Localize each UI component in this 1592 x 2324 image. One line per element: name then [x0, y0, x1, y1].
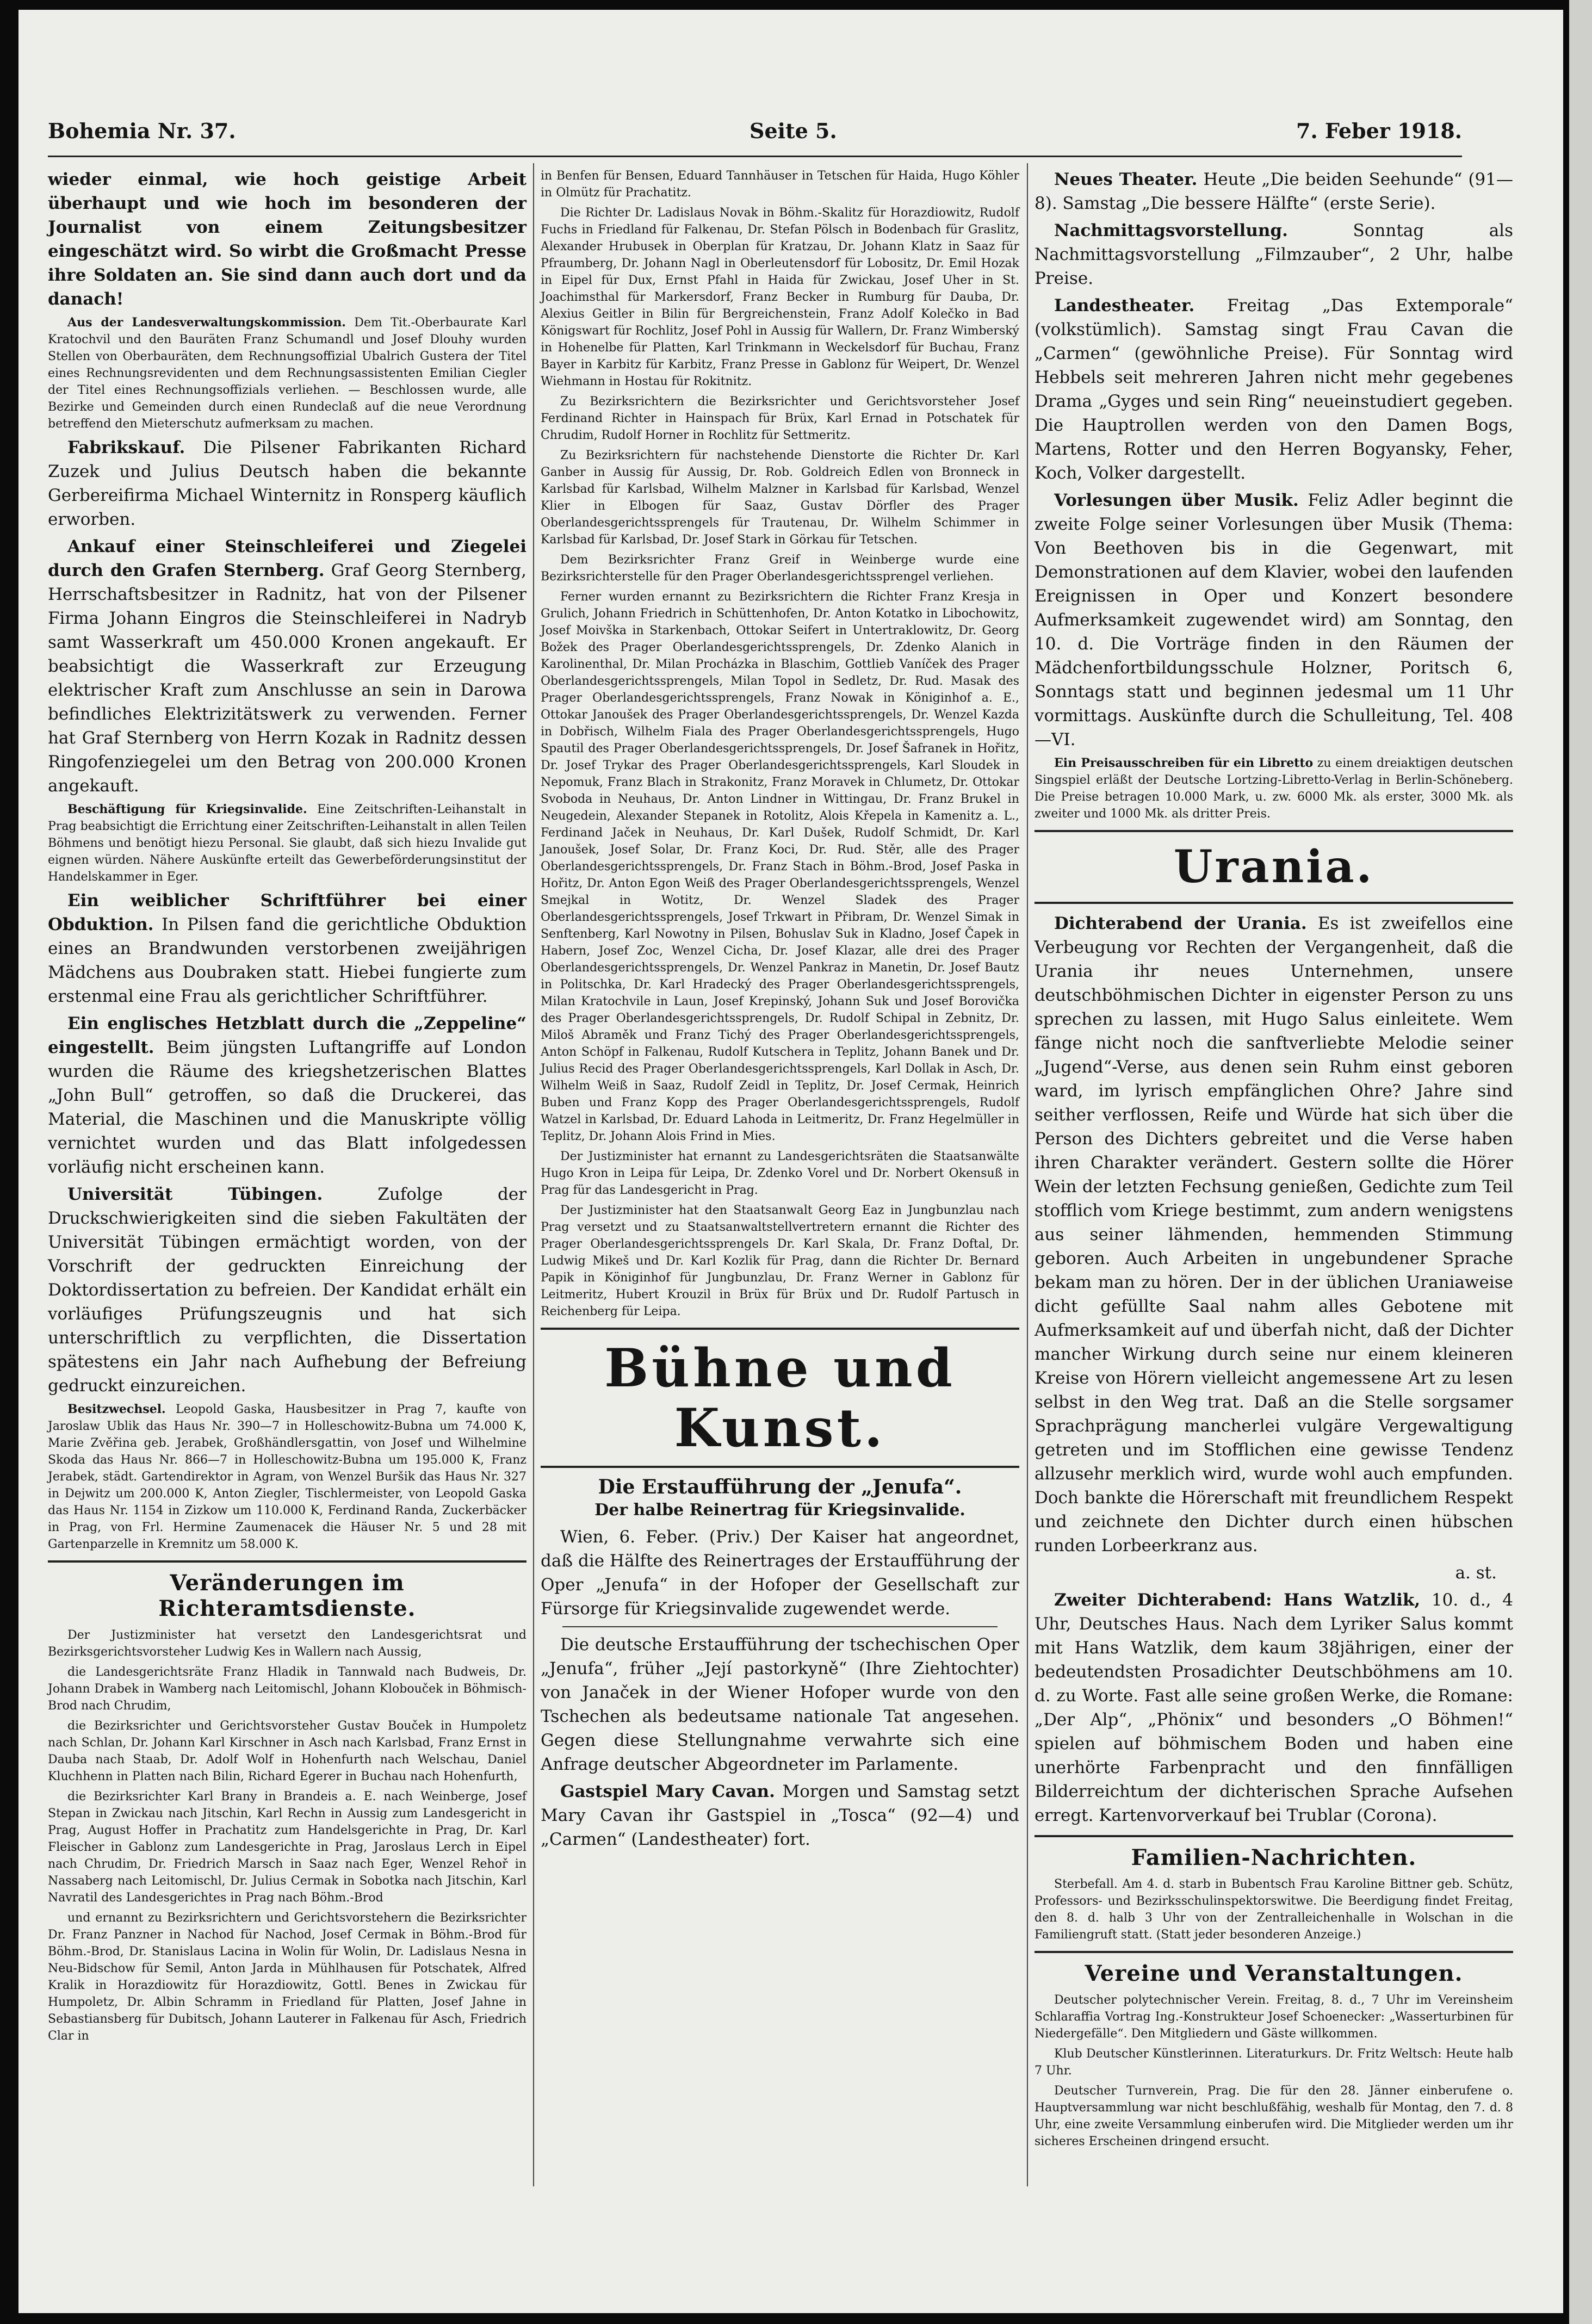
- article-body: 10. d., 4 Uhr, Deutsches Haus. Nach dem Lyriker Salus kommt mit Hans Watzlik, dem kaum 38jährigen, einer der bedeutendsten Prosadichter Deutschböhmens am 10. d. zu Worte. Fast alle seine großen Werke, die Romane: „Der Alp“, „Phönix“ und besonders „O Böhmen!“ spielen auf böhmischem Boden und haben eine unerhörte Farbenpracht und den finnfälligen Bilderreichtum der dichterischen Sprache Aufsehen erregt. Kartenvorverkauf bei Trublar (Corona).: [1035, 1590, 1513, 1825]
- article-body: Die Pilsener Fabrikanten Richard Zuzek und Julius Deutsch haben die bekannte Gerbereifirma Michael Winternitz in Ronsperg käuflich erworben.: [48, 438, 526, 529]
- article-title: Beschäftigung für Kriegsinvalide.: [67, 802, 307, 816]
- article-title: Ein weiblicher Schriftführer bei einer Obduktion.: [48, 891, 526, 934]
- paragraph: Der Justizminister hat versetzt den Landesgerichtsrat und Bezirksgerichtsvorsteher Ludwig Kes in Wallern nach Aussig,: [48, 1628, 526, 1659]
- article-ankauf: [48, 535, 526, 798]
- paragraph: Der Justizminister hat den Staatsanwalt Georg Eaz in Jungbunzlau nach Prag versetzt und zu Staatsanwaltstellvertretern ernannt die Richter des Prager Oberlandesgerichtssprengels Dr. Karl Skala, Dr. Franz Doftal, Dr. Ludwig Mikeš und Dr. Karl Kozlik für Prag, dann die Richter Dr. Bernard Papik in Königinhof für Jungbunzlau, Dr. Franz Werner in Gablonz für Leitmeritz, Hubert Krouzil in Brüx für Brüx und Dr. Rudolf Partusch in Reichenberg für Leipa.: [541, 1204, 1019, 1318]
- article-body: Morgen und Samstag setzt Mary Cavan ihr Gastspiel in „Tosca“ (92—4) und „Carmen“ (Landestheater) fort.: [541, 1782, 1019, 1849]
- paragraph: Die Richter Dr. Ladislaus Novak in Böhm.-Skalitz für Horazdiowitz, Rudolf Fuchs in Friedland für Falkenau, Dr. Stefan Pölsch in Bodenbach für Graslitz, Alexander Hrubusek in Oberplan für Kratzau, Dr. Johann Klatz in Saaz für Pfraumberg, Dr. Johann Nagl in Oberleutensdorf für Lobositz, Dr. Emil Hozak in Eipel für Dux, Ernst Pfahl in Haida für Zwickau, Josef Uher in St. Joachimsthal für Markersdorf, Franz Becker in Rumburg für Dauba, Dr. Alexius Geitler in Bilin für Bergreichenstein, Franz Adolf Kolečko in Bad Königswart für Rochlitz, Josef Pohl in Aussig für Wallern, Dr. Franz Wimberský in Hohenelbe für Platten, Karl Trinkmann in Weckelsdorf für Buchau, Franz Bayer in Karbitz für Karbitz, Franz Presse in Gablonz für Weipert, Dr. Wenzel Wiehmann in Hostau für Rokitnitz.: [541, 206, 1019, 388]
- paragraph: die Landesgerichtsräte Franz Hladik in Tannwald nach Budweis, Dr. Johann Drabek in Wamberg nach Leitomischl, Johann Klobouček in Böhmisch-Brod nach Chrudim,: [48, 1665, 526, 1713]
- paragraph: Deutscher polytechnischer Verein. Freitag, 8. d., 7 Uhr im Vereinsheim Schlaraffia Vortrag Ing.-Konstrukteur Josef Schoenecker: „Wasserturbinen für Niedergefälle“. Den Mitgliedern und Gäste willkommen.: [1035, 1993, 1513, 2041]
- article-body: Leopold Gaska, Hausbesitzer in Prag 7, kaufte von Jaroslaw Ublik das Haus Nr. 390—7 in Holleschowitz-Bubna um 74.000 K, Marie Zvěřina geb. Jerabek, Großhändlersgattin, von Josef und Wilhelmine Skoda das Haus Nr. 866—7 in Holleschowitz-Bubna um 195.000 K, Franz Jerabek, städt. Gartendirektor in Agram, von Wenzel Buršik das Haus Nr. 327 in Dejwitz um 200.000 K, Anton Ziegler, Tischlermeister, von Leopold Gaska das Haus Nr. 1154 in Zizkow um 110.000 K, Ferdinand Randa, Zuckerbäcker in Prag, von Frl. Hermine Zaumenacek die Häuser Nr. 5 und 28 mit Gartenparzelle in Kremnitz um 58.000 K.: [48, 1403, 526, 1551]
- paragraph: in Benfen für Bensen, Eduard Tannhäuser in Tetschen für Haida, Hugo Köhler in Olmütz für Prachatitz.: [541, 169, 1019, 200]
- article-body: Sonntag als Nachmittagsvorstellung „Filmzauber“, 2 Uhr, halbe Preise.: [1035, 221, 1513, 288]
- section-title: Vereine und Veranstaltungen.: [1085, 1961, 1463, 1986]
- article-landesverwaltung: [48, 314, 526, 432]
- article-title: Gastspiel Mary Cavan.: [560, 1782, 775, 1801]
- article-title: Zweiter Dichterabend: Hans Watzlik,: [1054, 1590, 1421, 1610]
- section-rule: [1035, 1835, 1513, 1837]
- article-schriftfuehrer: [48, 889, 526, 1008]
- column-left: [48, 168, 526, 2048]
- article-body: Heute „Die beiden Seehunde“ (91—8). Samstag „Die bessere Hälfte“ (erste Serie).: [1035, 170, 1513, 213]
- article-body: Dem Tit.-Oberbaurate Karl Kratochvil und den Bauräten Franz Schumandl und Josef Dlouhy wurden Stellen von Oberbauräten, dem Rechnungsoffizial Ubalrich Gustera der Titel eines Rechnungsrevidenten und dem Rechnungsassistenten Emilian Ciegler der Titel eines Rechnungsoffizials verliehen. — Beschlossen wurde, alle Bezirke und Gemeinden durch einen Rundeclaß auf die neue Verordnung betreffend den Mieterschutz aufmerksam zu machen.: [48, 316, 526, 431]
- paragraph: Klub Deutscher Künstlerinnen. Literaturkurs. Dr. Fritz Weltsch: Heute halb 7 Uhr.: [1035, 2047, 1513, 2078]
- scan-edge: [1569, 0, 1592, 2324]
- article-title: Ein englisches Hetzblatt durch die „Zeppeline“ eingestellt.: [48, 1014, 526, 1057]
- article-title: Besitzwechsel.: [67, 1402, 166, 1416]
- article-title: Landestheater.: [1054, 296, 1195, 315]
- paragraph: Ferner wurden ernannt zu Bezirksrichtern die Richter Franz Kresja in Grulich, Johann Friedrich in Schüttenhofen, Dr. Anton Kotatko in Libochowitz, Josef Moivška in Starkenbach, Ottokar Seifert in Untertraklowitz, Dr. Georg Božek des Prager Oberlandesgerichtssprengels, Dr. Zdenko Alanich in Karolinenthal, Dr. Milan Procházka in Blaschim, Gottlieb Vaníček des Prager Oberlandesgerichtssprengels, Milan Topol in Sedletz, Dr. Rud. Masak des Prager Oberlandesgerichtssprengels, Franz Nowak in Königinhof a. E., Ottokar Janoušek des Prager Oberlandesgerichtssprengels, Dr. Wenzel Kazda in Dobřisch, Wilhelm Fiala des Prager Oberlandesgerichtssprengels, Hugo Spautil des Prager Oberlandesgerichtssprengels, Dr. Josef Šafranek in Hořitz, Dr. Josef Trykar des Prager Oberlandesgerichtssprengels, Karl Sloudek in Nepomuk, Franz Blach in Strakonitz, Franz Moravek in Chlumetz, Dr. Ottokar Svoboda in Neuhaus, Dr. Anton Lindner in Wittingau, Dr. Franz Brukel in Neugedein, Alexander Stepanek in Rotolitz, Alois Křepela in Kamenitz a. L., Ferdinand Jaček in Neuhaus, Dr. Karl Dušek, Rudolf Schmidt, Dr. Karl Janoušek, Josef Solar, Dr. Franz Koci, Dr. Rud. Stěr, alle des Prager Oberlandesgerichtssprengels, Dr. Franz Stach in Böhm.-Brod, Josef Paska in Hořitz, Dr. Anton Egon Weiß des Prager Oberlandesgerichtssprengels, Wenzel Smejkal in Wotitz, Dr. Wenzel Sladek des Prager Oberlandesgerichtssprengels, Josef Trkwart in Přibram, Dr. Wenzel Simak in Senftenberg, Karl Nowotny in Pilsen, Bohuslav Suk in Kladno, Josef Čapek in Habern, Josef Zoc, Wenzel Cicha, Dr. Josef Klazar, alle drei des Prager Oberlandesgerichtssprengels, Dr. Wenzel Pankraz in Manetin, Dr. Josef Bautz in Politschka, Dr. Karl Hradecký des Prager Oberlandesgerichtssprengels, Milan Kratochvile in Laun, Josef Krepinský, Johann Suk und Josef Borovička des Prager Oberlandesgerichtssprengels, Dr. Rudolf Schipal in Zebnitz, Dr. Miloš Abraměk und Franz Tichý des Prager Oberlandesgerichtssprengels, Anton Schöpf in Falkenau, Rudolf Kutschera in Teplitz, Johann Banek und Dr. Julius Recid des Prager Oberlandesgerichtssprengels, Karl Dollak in Asch, Dr. Wilhelm Weiß in Saaz, Rudolf Zeidl in Teplitz, Dr. Josef Cermak, Heinrich Buben und Franz Kopp des Prager Oberlandesgerichtssprengels, Rudolf Watzel in Karlsbad, Dr. Eduard Lahoda in Leitmeritz, Dr. Franz Hegelmüller in Teplitz, Dr. Johann Alois Frind in Mies.: [541, 590, 1019, 1143]
- section-title: Veränderungen im Richteramtsdienste.: [158, 1570, 416, 1621]
- article-subheadline: Der halbe Reinertrag für Kriegsinvalide.: [594, 1501, 965, 1520]
- paragraph: Deutscher Turnverein, Prag. Die für den 28. Jänner einberufene o. Hauptversammlung war nicht beschlußfähig, weshalb für Montag, den 7. d. 8 Uhr, eine zweite Versammlung einberufen wird. Die Mitglieder werden um ihr sicheres Erscheinen dringend ersucht.: [1035, 2084, 1513, 2148]
- article-body: Feliz Adler beginnt die zweite Folge seiner Vorlesungen über Musik (Thema: Von Beethoven bis in die Gegenwart, mit Demonstrationen auf dem Klavier, wobei den laufenden Ereignissen in Oper und Konzert besondere Aufmerksamkeit zugewendet wird) am Sonntag, den 10. d. Die Vorträge finden in den Räumen der Mädchenfortbildungsschule Holzner, Poritsch 6, Sonntags statt und beginnen jedesmal um 11 Uhr vormittags. Auskünfte durch die Schulleitung, Tel. 408—VI.: [1035, 491, 1513, 749]
- issue-number: Bohemia Nr. 37.: [48, 119, 236, 143]
- paragraph: Wien, 6. Feber. (Priv.) Der Kaiser hat angeordnet, daß die Hälfte des Reinertrages der Erstaufführung der Oper „Jenufa“ in der Hofoper der Gesellschaft zur Fürsorge für Kriegsinvalide zugewendet werde.: [541, 1527, 1019, 1619]
- article-title: Neues Theater.: [1054, 170, 1198, 189]
- article-headline: Die Erstaufführung der „Jenufa“.: [598, 1476, 962, 1498]
- article-title: Ankauf einer Steinschleiferei und Ziegelei durch den Grafen Sternberg.: [48, 537, 526, 580]
- article-body: zu einem dreiaktigen deutschen Singspiel erläßt der Deutsche Lortzing-Libretto-Verlag in Berlin-Schöneberg. Die Preise betragen 10.000 Mark, u. zw. 6000 Mk. als erster, 3000 Mk. als zweiter und 1000 Mk. als dritter Preis.: [1035, 757, 1513, 821]
- paragraph: Zu Bezirksrichtern die Bezirksrichter und Gerichtsvorsteher Josef Ferdinand Richter in Hainspach für Brüx, Karl Ernad in Potschatek für Chrudim, Rudolf Horner in Rochlitz für Settmeritz.: [541, 395, 1019, 442]
- page-header: [48, 119, 1462, 157]
- article-nachmittag: [1035, 219, 1513, 290]
- article-watzlik: [1035, 1588, 1513, 1827]
- article-title: Dichterabend der Urania.: [1054, 914, 1307, 933]
- article-continuation: wieder einmal, wie hoch geistige Arbeit überhaupt und wie hoch im besonderen der Journalist von einem Zeitungsbesitzer eingeschätzt wird. So wirbt die Großmacht Presse ihre Soldaten an. Sie sind dann auch dort und da danach!: [48, 170, 526, 309]
- column-middle: [541, 168, 1019, 1855]
- article-preisausschreiben: [1035, 755, 1513, 822]
- article-body: Zufolge der Druckschwierigkeiten sind die sieben Fakultäten der Universität Tübingen ermächtigt worden, von der Vorschrift der gedruckten Einreichung der Doktordissertation zu befreien. Der Kandidat erhält ein vorläufiges Prüfungszeugnis und hat sich unterschriftlich zu verpflichten, die Dissertation spätestens ein Jahr nach Aufhebung der Befreiung gedruckt einzureichen.: [48, 1185, 526, 1396]
- article-neues-theater: [1035, 168, 1513, 215]
- article-tuebingen: [48, 1182, 526, 1398]
- column-divider: [533, 163, 534, 2186]
- header-rule: [48, 156, 1462, 157]
- paragraph: Zu Bezirksrichtern für nachstehende Dienstorte die Richter Dr. Karl Ganber in Aussig für Aussig, Dr. Rob. Goldreich Edlen von Bronneck in Karlsbad für Karlsbad, Wilhelm Malzner in Karlsbad für Karlsbad, Wenzel Klier in Elbogen für Saaz, Gustav Dörfler des Prager Oberlandesgerichtssprengels für Trautenau, Dr. Wilhelm Schimmer in Karlsbad für Karlsbad, Dr. Josef Stark in Görkau für Tetschen.: [541, 449, 1019, 547]
- paragraph: Die deutsche Erstaufführung der tschechischen Oper „Jenufa“, früher „Její pastorkyně“ (Ihre Ziehtochter) von Janaček in der Wiener Hofoper wurde von den Tschechen als bedeutsame nationale Tat angesehen. Gegen diese Stellungnahme verwahrte sich eine Anfrage deutscher Abgeordneter im Parlamente.: [541, 1635, 1019, 1774]
- article-dichterabend: [1035, 912, 1513, 1558]
- paragraph: die Bezirksrichter und Gerichtsvorsteher Gustav Bouček in Humpoletz nach Schlan, Dr. Johann Karl Kirschner in Asch nach Karlsbad, Franz Ernst in Dauba nach Staab, Dr. Adolf Wolf in Hohenfurth nach Welschau, Daniel Kluchhenn in Platten nach Bilin, Richard Egerer in Buchau nach Hohenfurth,: [48, 1719, 526, 1783]
- article-body: In Pilsen fand die gerichtliche Obduktion eines an Brandwunden verstorbenen zweijährigen Mädchens aus Doubraken statt. Hiebei fungierte zum erstenmal eine Frau als gerichtlicher Schriftführer.: [48, 915, 526, 1006]
- section-rule: [1035, 830, 1513, 832]
- article-fabrikskauf: [48, 436, 526, 531]
- divider: [562, 1626, 998, 1627]
- section-rule: [48, 1560, 526, 1563]
- article-body: Freitag „Das Extemporale“ (volkstümlich). Samstag singt Frau Cavan die „Carmen“ (gewöhnliche Preise). Für Sonntag wird Hebbels seit mehreren Jahren nicht mehr gegebenes Drama „Gyges und sein Ring“ neueinstudiert gegeben. Die Hauptrollen werden von den Damen Bogs, Martens, Rotter und den Herren Bogyansky, Feher, Koch, Volker dargestellt.: [1035, 296, 1513, 483]
- section-rule: [541, 1466, 1019, 1468]
- article-title: Universität Tübingen.: [67, 1185, 323, 1204]
- article-title: Nachmittagsvorstellung.: [1054, 221, 1288, 240]
- paragraph: Sterbefall. Am 4. d. starb in Bubentsch Frau Karoline Bittner geb. Schütz, Professors- und Bezirksschulinspektorswitwe. Die Beerdigung findet Freitag, den 8. d. halb 3 Uhr von der Zentralleichenhalle in Wolschan in die Familiengruft statt. (Statt jeder besonderen Anzeige.): [1035, 1877, 1513, 1942]
- article-hetzblatt: [48, 1012, 526, 1179]
- article-body: Eine Zeitschriften-Leihanstalt in Prag beabsichtigt die Errichtung einer Zeitschriften-Leihanstalt in allen Teilen Böhmens und benötigt hiezu Personal. Sie glaubt, daß sich hiezu Invalide gut eignen würden. Nähere Auskünfte erteilt das Gewerbeförderungsinstitut der Handelskammer in Eger.: [48, 803, 526, 884]
- article-besitzwechsel: [48, 1401, 526, 1553]
- author-signature: a. st.: [1455, 1563, 1497, 1583]
- article-title: Fabrikskauf.: [67, 438, 185, 457]
- column-divider: [1027, 163, 1028, 2186]
- column-right: [1035, 168, 1513, 2153]
- section-title: Urania.: [1173, 841, 1374, 893]
- paragraph: und ernannt zu Bezirksrichtern und Gerichtsvorstehern die Bezirksrichter Dr. Franz Panzner in Nachod für Nachod, Josef Cermak in Böhm.-Brod für Böhm.-Brod, Dr. Stanislaus Lacina in Wolin für Wolin, Dr. Ladislaus Nesna in Neu-Bidschow für Semil, Anton Jarda in Mühlhausen für Potschatek, Alfred Kralik in Horazdiowitz für Horazdiowitz, Gottl. Benes in Zwickau für Humpoletz, Dr. Albin Schramm in Friedland für Platten, Josef Jahne in Sebastiansberg für Dubitsch, Johann Lauterer in Falkenau für Asch, Friedrich Clar in: [48, 1911, 526, 2043]
- section-rule: [1035, 1951, 1513, 1953]
- section-title: Bühne und Kunst.: [604, 1337, 956, 1459]
- newspaper-page: [18, 10, 1563, 2313]
- article-title: Ein Preisausschreiben für ein Libretto: [1054, 756, 1314, 770]
- section-rule: [541, 1328, 1019, 1330]
- article-title: Vorlesungen über Musik.: [1054, 491, 1299, 510]
- article-body: Es ist zweifellos eine Verbeugung vor Rechten der Vergangenheit, daß die Urania ihr neues Unternehmen, unsere deutschböhmischen Dichter in eigenster Person zu uns sprechen zu lassen, mit Hugo Salus einleitete. Wem fänge nicht noch die sanftverliebte Melodie seiner „Jugend“-Verse, aus denen sein Ruhm einst geboren ward, im lyrisch empfänglichen Ohre? Jahre sind seither verflossen, Reife und Würde hat sich über die Person des Dichters gebreitet und die Verse haben ihren Charakter verändert. Gestern sollte die Hörer Wein der letzten Fechsung genießen, Gedichte zum Teil stofflich vom Kriege bestimmt, zum andern wenigstens aus seiner lähmenden, hemmenden Stimmung geboren. Auch Arbeiten in ungebundener Sprache bekam man zu hören. Der in der üblichen Uraniaweise dicht gefüllte Saal nahm alles Gebotene mit Aufmerksamkeit auf und überfah nicht, daß der Dichter mancher Wirkung durch seine nur einem kleineren Kreise von Hörern vielleicht angemessene Art zu lesen selbst in den Weg trat. Daß an die Stelle sorgsamer Sprachprägung mancherlei vulgäre Vergewaltigung getreten und im Stofflichen eine gewisse Tendenz allzusehr merklich wird, wurde wohl auch empfunden. Doch bankte die Hörerschaft mit freundlichem Respekt und zeichnete den Dichter durch einen hübschen runden Lorbeerkranz aus.: [1035, 914, 1513, 1555]
- paragraph: die Bezirksrichter Karl Brany in Brandeis a. E. nach Weinberge, Josef Stepan in Zwickau nach Jitschin, Karl Rechn in Aussig zum Landesgericht in Prag, August Hoffer in Prachatitz zum Handelsgerichte in Prag, Dr. Karl Fleischer in Gablonz zum Landesgerichte in Prag, Jaroslaus Lerch in Eipel nach Chrudim, Dr. Friedrich Marsch in Saaz nach Eger, Wenzel Rehoř in Nassaberg nach Leitomischl, Dr. Julius Cermak in Sobotka nach Jitschin, Karl Navratil des Landesgerichtes in Prag nach Böhm.-Brod: [48, 1790, 526, 1905]
- paragraph: Der Justizminister hat ernannt zu Landesgerichtsräten die Staatsanwälte Hugo Kron in Leipa für Leipa, Dr. Zdenko Vorel und Dr. Norbert Okensuß in Prag für das Landesgericht in Prag.: [541, 1150, 1019, 1197]
- page-number: Seite 5.: [749, 119, 837, 143]
- paragraph: Dem Bezirksrichter Franz Greif in Weinberge wurde eine Bezirksrichterstelle für den Prager Oberlandesgerichtssprengel verliehen.: [541, 553, 1019, 584]
- issue-date: 7. Feber 1918.: [1296, 119, 1462, 143]
- section-rule: [1035, 902, 1513, 904]
- article-gastspiel: [541, 1780, 1019, 1851]
- article-body: Graf Georg Sternberg, Herrschaftsbesitzer in Radnitz, hat von der Pilsener Firma Johann Eingros die Steinschleiferei in Nadryb samt Wasserkraft um 450.000 Kronen angekauft. Er beabsichtigt die Wasserkraft zur Erzeugung elektrischer Kraft zum Anschlusse an sein in Darowa befindliches Elektrizitätswerk zu verwenden. Ferner hat Graf Sternberg von Herrn Kozak in Radnitz dessen Ringofenziegelei um den Betrag von 200.000 Kronen angekauft.: [48, 561, 526, 796]
- article-body: Beim jüngsten Luftangriffe auf London wurden die Räume des kriegshetzerischen Blattes „John Bull“ getroffen, so daß die Druckerei, das Material, die Maschinen und die Manuskripte völlig vernichtet wurden und das Blatt infolgedessen vorläufig nicht erscheinen kann.: [48, 1038, 526, 1177]
- article-landestheater: [1035, 294, 1513, 485]
- section-title: Familien-Nachrichten.: [1131, 1845, 1417, 1870]
- article-title: Aus der Landesverwaltungskommission.: [67, 315, 346, 330]
- article-beschaeftigung: [48, 801, 526, 885]
- article-vorlesungen: [1035, 488, 1513, 752]
